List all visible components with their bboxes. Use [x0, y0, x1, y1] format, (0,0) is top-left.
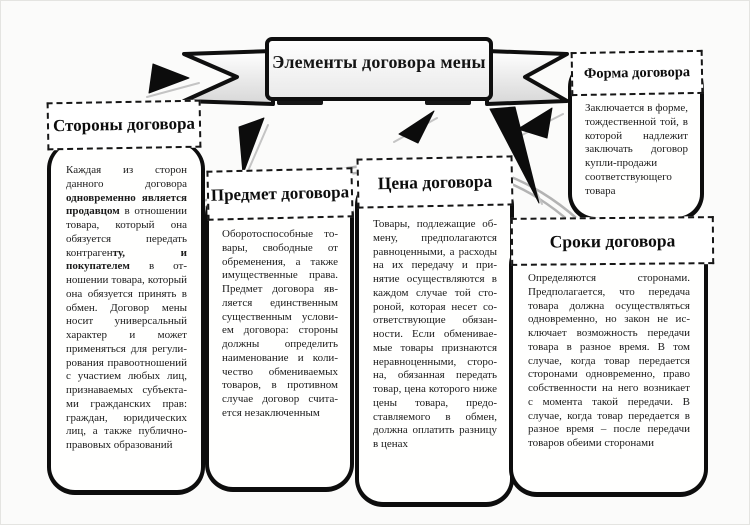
panel-form-title: Форма договора: [583, 63, 691, 82]
panel-subject-title: Предмет договора: [210, 182, 350, 205]
banner-title: Элементы договора мены: [272, 52, 486, 72]
panel-terms-header: [511, 216, 714, 266]
panel-price-body: [355, 177, 514, 507]
panel-price-title: Цена договора: [377, 170, 493, 193]
panel-terms-body: [509, 237, 708, 497]
arrowhead-icon-storony: [149, 64, 189, 93]
panel-parties-title: Стороны договора: [52, 113, 196, 136]
panel-parties-text: Каждая из сторон данного договора одновременно является продавцом в отношении товара, который она обязуется передать контрагенту, и покупателем в отношении товара, который она обязуется принять в обмен. Договор мены носит универсальный характер и может применяться для регулирования правоотношений с участием любых лиц, признаваемых субъектами гражданских прав: граждан, юридических лиц, а также публично-правовых образований: [66, 164, 187, 451]
panel-price-text: Товары, подлежащие обмену, предполагаются равноценными, а расходы на их передачу и принятие осуществляются в каждом случае той стороной, которая несет соответствующие обязанности. Если обмениваемые товары признаются неравноценными, сторона, обязанная передать товар, цена которого ниже цены товара, предоставляемого в обмен, должна оплатить разницу в ценах: [373, 218, 497, 450]
panel-terms-text: Определяются сторонами. Предполагается, что передача товара должна осуществляться одновременно, но закон не исключает возможность передачи товара в разное время. В том случае, когда товар передается сторонами одновременно, право собственности на него возникает с момента такой передачи. В случае, когда товар передается в разное время – после передачи товаров обеими сторонами: [528, 272, 690, 449]
panel-subject-header: [206, 167, 353, 221]
panel-form-text: Заключается в форме, тождественной той, в которой надлежит заключать договор купли-продажи соответствующего товара: [585, 102, 688, 197]
panel-parties-body: [47, 141, 205, 495]
panel-parties-header: [47, 100, 202, 151]
arrowhead-icon-cena: [399, 111, 434, 143]
panel-form-header: [571, 50, 704, 96]
panel-terms-title: Сроки договора: [549, 229, 676, 252]
panel-subject-text: Оборотоспособные товары, свободные от обременения, а также имущественные права. Предмет договора является единственным существенным условием договора: стороны должны определить наименование и количество обмениваемых товаров, в противном случае договор считается незаключенным: [222, 228, 338, 419]
panel-subject-body: [205, 187, 354, 492]
arrowhead-icon-predmet: [239, 118, 264, 174]
panel-price-header: [356, 155, 513, 208]
